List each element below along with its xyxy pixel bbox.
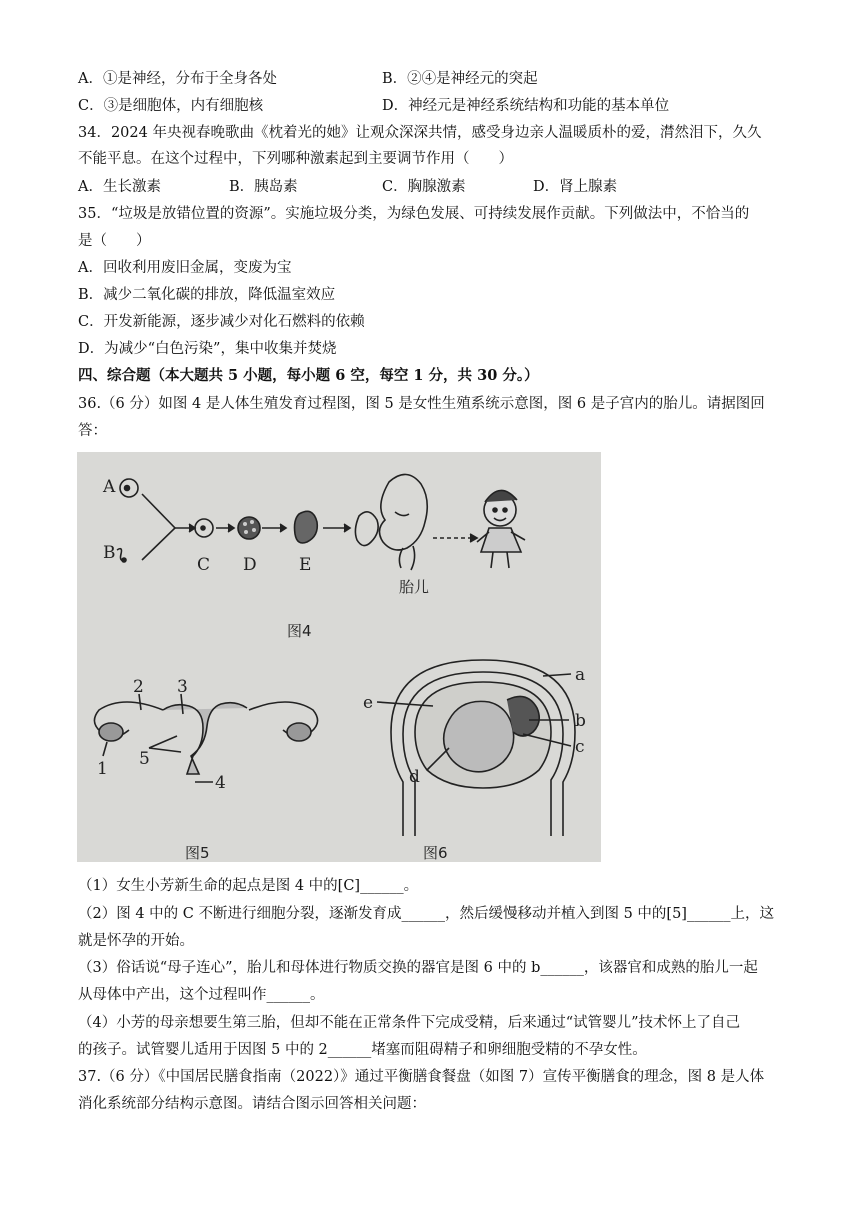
- child-body-shape: [481, 528, 521, 552]
- fig5-caption: 图5: [185, 844, 210, 862]
- q34-stem-line2: 不能平息。在这个过程中，下列哪种激素起到主要调节作用（ ）: [78, 151, 513, 167]
- uterus-shape: [163, 703, 247, 774]
- small-fetus-shape: [355, 512, 378, 546]
- right-ovary-shape: [287, 723, 311, 741]
- q36-sub2-line1: （2）图 4 中的 C 不断进行细胞分裂，逐渐发育成______，然后缓慢移动并植入到图 5 中的[5]______上，这: [78, 906, 774, 922]
- q35-stem-line2: 是（ ）: [78, 233, 151, 249]
- q34-option-b: B．胰岛素: [229, 179, 298, 195]
- fig4-label-d: D: [243, 555, 257, 575]
- fig6-label-d: d: [409, 767, 420, 787]
- q36-intro-line1: 36.（6 分）如图 4 是人体生殖发育过程图，图 5 是女性生殖系统示意图，图 6 是子宫内的胎儿。请据图回: [78, 396, 765, 412]
- q35-option-c: C．开发新能源，逐步减少对化石燃料的依赖: [78, 314, 365, 330]
- fig5-label-1: 1: [97, 759, 108, 779]
- fig5-label-2: 2: [133, 677, 144, 697]
- q36-sub4-line2: 的孩子。试管婴儿适用于因图 5 中的 2______堵塞而阻碍精子和卵细胞受精的不孕女性。: [78, 1042, 647, 1058]
- q34-option-a: A．生长激素: [78, 179, 161, 195]
- q36-sub4-line1: （4）小芳的母亲想要生第三胎，但却不能在正常条件下完成受精，后来通过“试管婴儿”技术怀上了自己: [78, 1015, 741, 1031]
- q34-option-c: C．胸腺激素: [382, 179, 466, 195]
- fig4-label-b: B: [103, 543, 116, 563]
- q37-stem-line1: 37.（6 分）《中国居民膳食指南（2022）》通过平衡膳食餐盘（如图 7）宣传平衡膳食的理念，图 8 是人体: [78, 1069, 765, 1085]
- figure-4: [117, 474, 525, 570]
- figure-6-womb: [377, 660, 575, 836]
- q35-option-d: D．为减少“白色污染”，集中收集并焚烧: [78, 341, 337, 357]
- fig4-caption: 图4: [287, 622, 312, 640]
- fig5-label-3: 3: [177, 677, 188, 697]
- q34-stem-line1: 34．2024 年央视春晚歌曲《枕着光的她》让观众深深共情，感受身边亲人温暖质朴的爱，潸然泪下，久久: [78, 125, 762, 141]
- q34-option-d: D．肾上腺素: [533, 179, 618, 195]
- fig6-caption: 图6: [423, 844, 448, 862]
- fig6-label-e: e: [363, 693, 374, 713]
- q33-option-a: A．①是神经，分布于全身各处: [78, 71, 277, 87]
- q35-option-a: A．回收利用废旧金属，变废为宝: [78, 260, 292, 276]
- fetus-in-womb-shape: [444, 701, 514, 771]
- q33-option-b: B．②④是神经元的突起: [382, 71, 538, 87]
- q36-sub1: （1）女生小芳新生命的起点是图 4 中的[C]______。: [78, 878, 419, 894]
- q35-option-b: B．减少二氧化碳的排放，降低温室效应: [78, 287, 336, 303]
- q33-option-c: C．③是细胞体，内有细胞核: [78, 98, 264, 114]
- figure-5-uterus: [94, 694, 317, 782]
- fig4-fetus-label: 胎儿: [399, 578, 430, 596]
- fig4-label-c: C: [197, 555, 211, 575]
- embryo-cell-mass-shape: [238, 517, 260, 539]
- q35-stem-line1: 35．“垃圾是放错位置的资源”。实施垃圾分类，为绿色发展、可持续发展作贡献。下列做法中，不恰当的: [78, 206, 750, 222]
- q36-sub3-line2: 从母体中产出，这个过程叫作______。: [78, 987, 325, 1003]
- q36-sub2-line2: 就是怀孕的开始。: [78, 933, 194, 949]
- left-ovary-shape: [99, 723, 123, 741]
- q36-sub3-line1: （3）俗话说“母子连心”，胎儿和母体进行物质交换的器官是图 6 中的 b______，该器官和成熟的胎儿一起: [78, 960, 758, 976]
- fig5-label-4: 4: [215, 773, 226, 793]
- figure-reproduction-development: [77, 452, 601, 862]
- q37-stem-line2: 消化系统部分结构示意图。请结合图示回答相关问题：: [78, 1096, 426, 1112]
- fig4-label-e: E: [299, 555, 312, 575]
- q36-intro-line2: 答：: [78, 423, 107, 439]
- fig4-label-a: A: [103, 477, 116, 497]
- fig6-label-a: a: [575, 665, 586, 685]
- fetus-shape: [379, 474, 427, 550]
- q33-option-d: D．神经元是神经系统结构和功能的基本单位: [382, 98, 670, 114]
- fig6-label-b: b: [575, 711, 586, 731]
- section-heading: 四、综合题（本大题共 5 小题，每小题 6 空，每空 1 分，共 30 分。）: [78, 367, 539, 384]
- fig6-label-c: c: [575, 737, 585, 757]
- embryo-shape: [295, 511, 318, 543]
- fig5-label-5: 5: [139, 749, 150, 769]
